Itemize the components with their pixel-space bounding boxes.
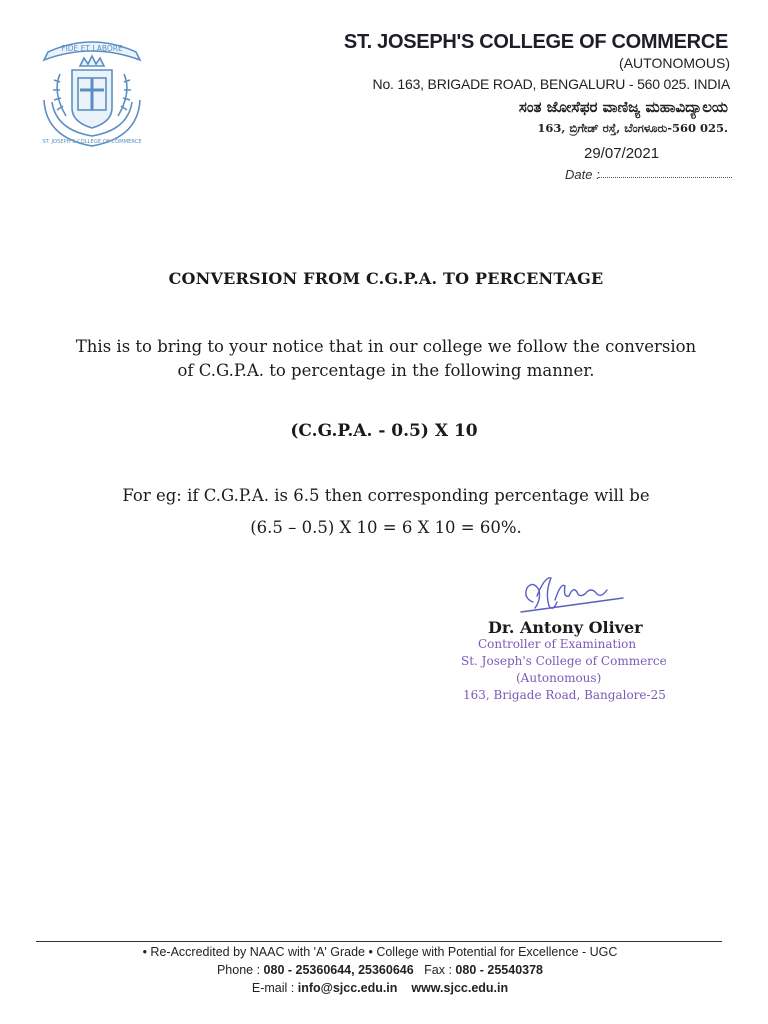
example-line-1: For eg: if C.G.P.A. is 6.5 then corresponding percentage will be — [122, 486, 650, 505]
college-name: ST. JOSEPH'S COLLEGE OF COMMERCE — [343, 31, 728, 53]
stamp-line-2: St. Joseph's College of Commerce — [461, 654, 667, 668]
fax-label: Fax : — [424, 963, 452, 977]
college-name-kannada: ಸಂತ ಜೋಸೆಫರ ವಾಣಿಜ್ಯ ಮಹಾವಿದ್ಯಾಲಯ — [518, 98, 728, 116]
conversion-formula: (C.G.P.A. - 0.5) X 10 — [290, 421, 478, 441]
notice-line-1: This is to bring to your notice that in our college we follow the conversion — [75, 337, 697, 356]
date-value: 29/07/2021 — [584, 145, 660, 162]
notice-line-2: of C.G.P.A. to percentage in the following manner. — [177, 361, 595, 380]
date-dotted-line — [598, 177, 732, 178]
website-link[interactable]: www.sjcc.edu.in — [411, 981, 509, 995]
college-address: No. 163, BRIGADE ROAD, BENGALURU - 560 025. INDIA — [372, 76, 730, 92]
logo-motto-text: FIDE ET LABORE — [61, 44, 123, 53]
handwritten-signature — [515, 572, 630, 616]
stamp-line-1: Controller of Examination — [478, 637, 637, 651]
college-address-kannada: 163, ಬ್ರಿಗೇಡ್ ರಸ್ತೆ, ಬೆಂಗಳೂರು-560 025. — [537, 121, 728, 135]
signatory-name: Dr. Antony Oliver — [488, 618, 643, 637]
footer-divider — [36, 941, 722, 942]
phone-label: Phone : — [216, 963, 261, 977]
document-title: CONVERSION FROM C.G.P.A. TO PERCENTAGE — [168, 269, 604, 288]
date-label: Date : — [565, 167, 600, 182]
stamp-line-4: 163, Brigade Road, Bangalore-25 — [463, 688, 666, 702]
email-link[interactable]: info@sjcc.edu.in — [297, 981, 398, 995]
footer-contact-web — [0, 981, 760, 995]
college-status: (AUTONOMOUS) — [619, 55, 730, 71]
example-line-2: (6.5 – 0.5) X 10 = 6 X 10 = 60%. — [250, 518, 522, 537]
college-crest-logo — [30, 30, 155, 155]
stamp-line-3: (Autonomous) — [516, 671, 602, 685]
footer-accreditation: • Re-Accredited by NAAC with 'A' Grade • College with Potential for Excellence - UGC — [142, 945, 618, 959]
phone-value: 080 - 25360644, 25360646 — [263, 963, 414, 977]
footer-contact-phone — [0, 963, 760, 977]
email-label: E-mail : — [251, 981, 295, 995]
fax-value: 080 - 25540378 — [455, 963, 544, 977]
logo-ring-text: ST. JOSEPH'S COLLEGE OF COMMERCE — [42, 139, 142, 145]
